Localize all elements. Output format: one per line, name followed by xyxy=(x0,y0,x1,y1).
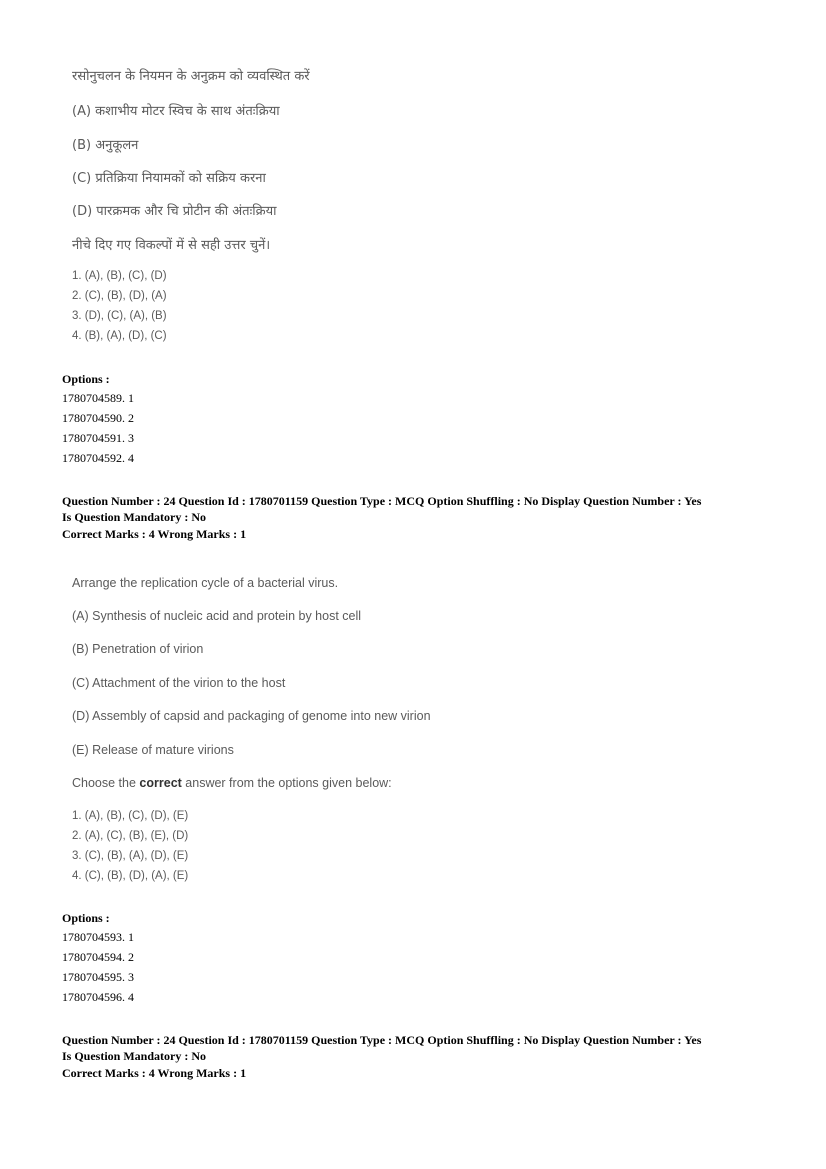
option-id-3: 1780704591. 3 xyxy=(62,431,134,445)
answer-choice-1: 1. (A), (B), (C), (D) xyxy=(72,270,167,282)
answer-choice-3: 3. (C), (B), (A), (D), (E) xyxy=(72,850,189,862)
statement-d: (D) पारक्रमक और चि प्रोटीन की अंतःक्रिया xyxy=(72,204,277,219)
statement-c: (C) Attachment of the virion to the host xyxy=(72,676,286,690)
question-stem: Arrange the replication cycle of a bacterial virus. xyxy=(72,576,339,590)
marks-line: Correct Marks : 4 Wrong Marks : 1 xyxy=(62,1066,247,1080)
option-id-1: 1780704589. 1 xyxy=(62,391,134,405)
option-id-1: 1780704593. 1 xyxy=(62,930,134,944)
option-id-2: 1780704590. 2 xyxy=(62,411,134,425)
instruction-text: Choose the xyxy=(72,776,140,790)
instruction-emphasis: correct xyxy=(139,776,182,790)
options-label: Options : xyxy=(62,372,110,386)
statement-c: (C) प्रतिक्रिया नियामकों को सक्रिय करना xyxy=(72,171,266,186)
statement-a: (A) Synthesis of nucleic acid and protein by host cell xyxy=(72,609,362,623)
option-id-4: 1780704592. 4 xyxy=(62,451,134,465)
statement-b: (B) अनुकूलन xyxy=(72,138,139,153)
answer-choice-2: 2. (C), (B), (D), (A) xyxy=(72,290,167,302)
statement-a: (A) कशाभीय मोटर स्विच के साथ अंतःक्रिया xyxy=(72,104,280,119)
option-id-2: 1780704594. 2 xyxy=(62,950,134,964)
statement-e: (E) Release of mature virions xyxy=(72,743,234,757)
question-stem: रसोनुचलन के नियमन के अनुक्रम को व्यवस्थित करें xyxy=(72,69,310,84)
answer-choice-4: 4. (C), (B), (D), (A), (E) xyxy=(72,870,189,882)
option-id-4: 1780704596. 4 xyxy=(62,990,134,1004)
answer-choice-4: 4. (B), (A), (D), (C) xyxy=(72,330,167,342)
answer-choice-2: 2. (A), (C), (B), (E), (D) xyxy=(72,830,189,842)
answer-choice-3: 3. (D), (C), (A), (B) xyxy=(72,310,167,322)
question-meta xyxy=(62,0,822,1085)
answer-choice-1: 1. (A), (B), (C), (D), (E) xyxy=(72,810,189,822)
instruction-text: answer from the options given below: xyxy=(181,776,392,790)
options-label: Options : xyxy=(62,911,110,925)
question-mandatory-line: Is Question Mandatory : No xyxy=(62,1049,207,1063)
statement-d: (D) Assembly of capsid and packaging of genome into new virion xyxy=(72,709,431,723)
question-instruction: नीचे दिए गए विकल्पों में से सही उत्तर चुनें। xyxy=(72,238,271,253)
question-meta-line: Question Number : 24 Question Id : 1780701159 Question Type : MCQ Option Shuffling : No Display Question Number : Yes xyxy=(62,1033,702,1047)
question-meta-line: Question Number : 24 Question Id : 1780701159 Question Type : MCQ Option Shuffling : No Display Question Number : Yes xyxy=(62,494,702,508)
question-mandatory-line: Is Question Mandatory : No xyxy=(62,510,207,524)
marks-line: Correct Marks : 4 Wrong Marks : 1 xyxy=(62,527,247,541)
option-id-3: 1780704595. 3 xyxy=(62,970,134,984)
statement-b: (B) Penetration of virion xyxy=(72,642,204,656)
